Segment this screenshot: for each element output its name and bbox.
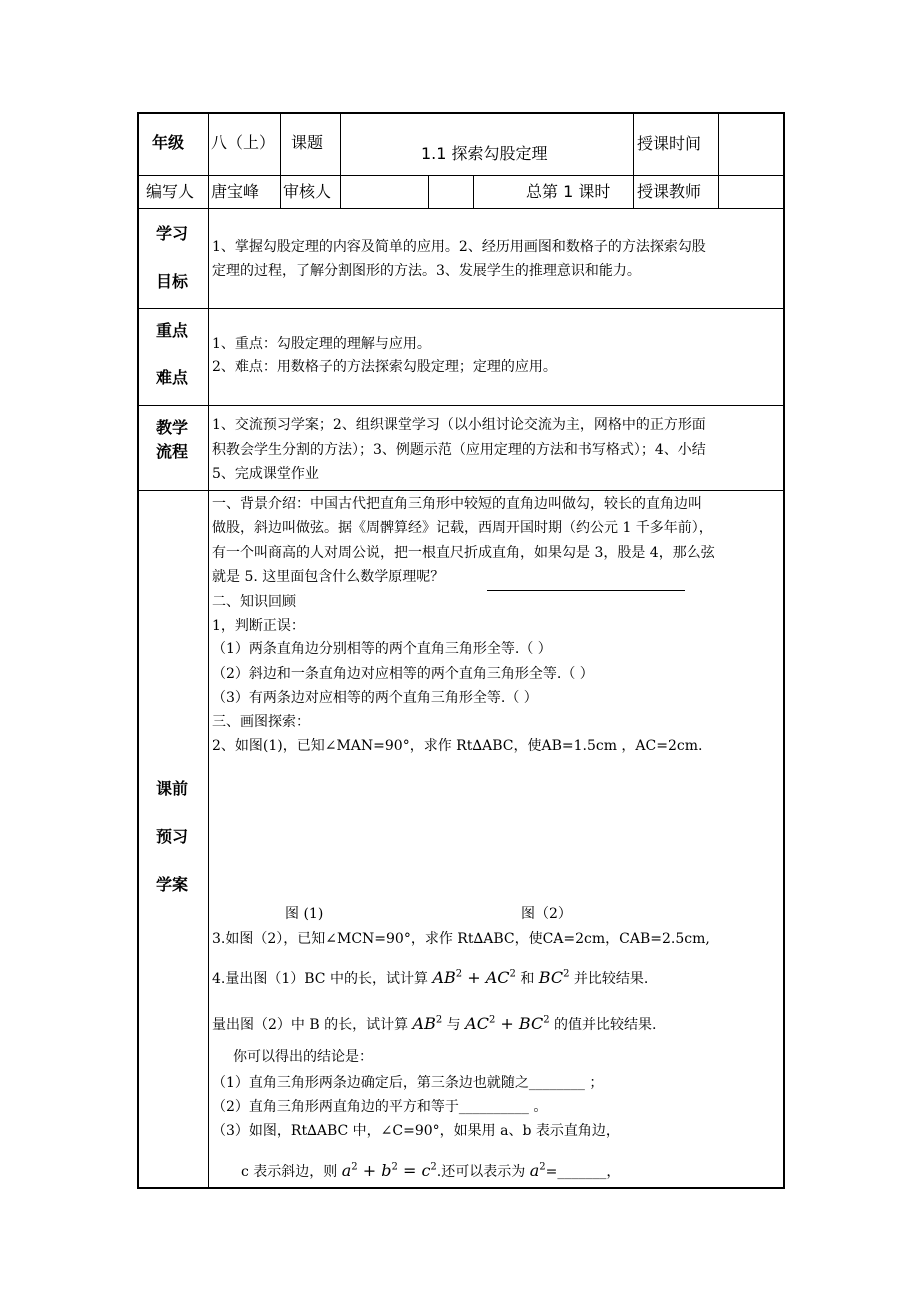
teacher-label: 授课教师 <box>637 182 702 201</box>
process-text: 积教会学生分割的方法）；3、例题示范（应用定理的方法和书写格式）；4、小结 <box>212 442 706 458</box>
keypoints-text: 2、难点：用数格子的方法探索勾股定理；定理的应用。 <box>212 359 557 375</box>
figure-2-caption: 图（2） <box>521 906 572 922</box>
conclusion-item: （3）如图，Rt∆ABC 中，∠C=90°，如果用 a、b 表示直角边， <box>212 1123 620 1139</box>
process-label: 教学 <box>156 418 189 437</box>
process-label: 流程 <box>156 442 189 461</box>
conclusion-item: （1）直角三角形两条边确定后，第三条边也就随之________ ； <box>212 1075 604 1091</box>
row-divider <box>137 490 785 491</box>
answer-blank <box>487 590 685 591</box>
row-divider <box>137 175 785 176</box>
goals-label: 学习 <box>156 224 189 243</box>
topic-value: 1.1 探索勾股定理 <box>421 144 548 163</box>
column-divider <box>340 112 341 208</box>
keypoints-label: 重点 <box>156 321 189 340</box>
goals-label: 目标 <box>156 272 189 291</box>
writer-value: 唐宝峰 <box>211 182 260 201</box>
background-text: 有一个叫商高的人对周公说，把一根直尺折成直角，如果勾是 3，股是 4，那么弦 <box>212 545 715 561</box>
question-3: 3.如图（2），已知∠MCN=90°，求作 Rt∆ABC，使CA=2cm，CAB=2.5cm, <box>212 931 710 947</box>
column-divider <box>428 175 429 208</box>
background-text: 一、背景介绍：中国古代把直角三角形中较短的直角边叫做勾，较长的直角边叫 <box>212 496 702 512</box>
conclusion-formula: c 表示斜边，则 $a^2 + b^2 = c^2$.还可以表示为 $a^2=\_\_\_\_\_\_\_$， <box>241 1161 621 1180</box>
goals-text: 1、掌握勾股定理的内容及简单的应用。2、经历用画图和数格子的方法探索勾股 <box>212 239 706 255</box>
time-label: 授课时间 <box>637 134 702 153</box>
process-text: 5、完成课堂作业 <box>212 466 319 482</box>
preview-label: 学案 <box>156 875 189 894</box>
column-divider <box>633 112 634 208</box>
process-text: 1、交流预习学案；2、组织课堂学习（以小组讨论交流为主，网格中的正方形面 <box>212 417 706 433</box>
writer-label: 编写人 <box>146 182 195 201</box>
column-divider <box>208 112 209 1189</box>
conclusion-title: 你可以得出的结论是： <box>233 1049 373 1065</box>
background-text: 做股，斜边叫做弦。据《周髀算经》记载，西周开国时期（约公元 1 千多年前）， <box>212 520 713 536</box>
topic-label: 课题 <box>291 133 324 152</box>
column-divider <box>280 112 281 208</box>
question-5: 量出图（2）中 B 的长，试计算 $AB^2$ 与 $AC^2 + BC^2$ 的值并比较结果. <box>212 1014 657 1033</box>
reviewer-label: 审核人 <box>283 182 332 201</box>
column-divider <box>718 112 719 208</box>
grade-value: 八（上） <box>211 133 276 152</box>
column-divider <box>473 175 474 208</box>
judge-item: （1）两条直角边分别相等的两个直角三角形全等.（ ） <box>212 641 552 657</box>
review-title: 二、知识回顾 <box>212 594 296 610</box>
judge-title: 1，判断正误： <box>212 618 305 634</box>
preview-label: 预习 <box>156 827 189 846</box>
row-divider <box>137 308 785 309</box>
conclusion-item: （2）直角三角形两直角边的平方和等于__________ 。 <box>212 1099 548 1115</box>
judge-item: （2）斜边和一条直角边对应相等的两个直角三角形全等.（ ） <box>212 666 594 682</box>
row-divider <box>137 405 785 406</box>
period-value: 总第 1 课时 <box>526 182 611 201</box>
grade-label: 年级 <box>152 133 185 152</box>
question-4: 4.量出图（1）BC 中的长，试计算 $AB^2 + AC^2$ 和 $BC^2$ 并比较结果. <box>212 968 649 987</box>
figure-1-caption: 图 (1) <box>285 906 324 922</box>
question-2: 2、如图(1)，已知∠MAN=90°，求作 Rt∆ABC，使AB=1.5cm ，AC=2cm. <box>212 738 703 754</box>
row-divider <box>137 208 785 209</box>
judge-item: （3）有两条边对应相等的两个直角三角形全等.（ ） <box>212 690 538 706</box>
goals-text: 定理的过程，了解分割图形的方法。3、发展学生的推理意识和能力。 <box>212 263 641 279</box>
background-text: 就是 5. 这里面包含什么数学原理呢？ <box>212 569 445 585</box>
keypoints-text: 1、重点：勾股定理的理解与应用。 <box>212 336 431 352</box>
draw-title: 三、画图探索： <box>212 714 310 730</box>
preview-label: 课前 <box>156 779 189 798</box>
keypoints-label: 难点 <box>156 368 189 387</box>
